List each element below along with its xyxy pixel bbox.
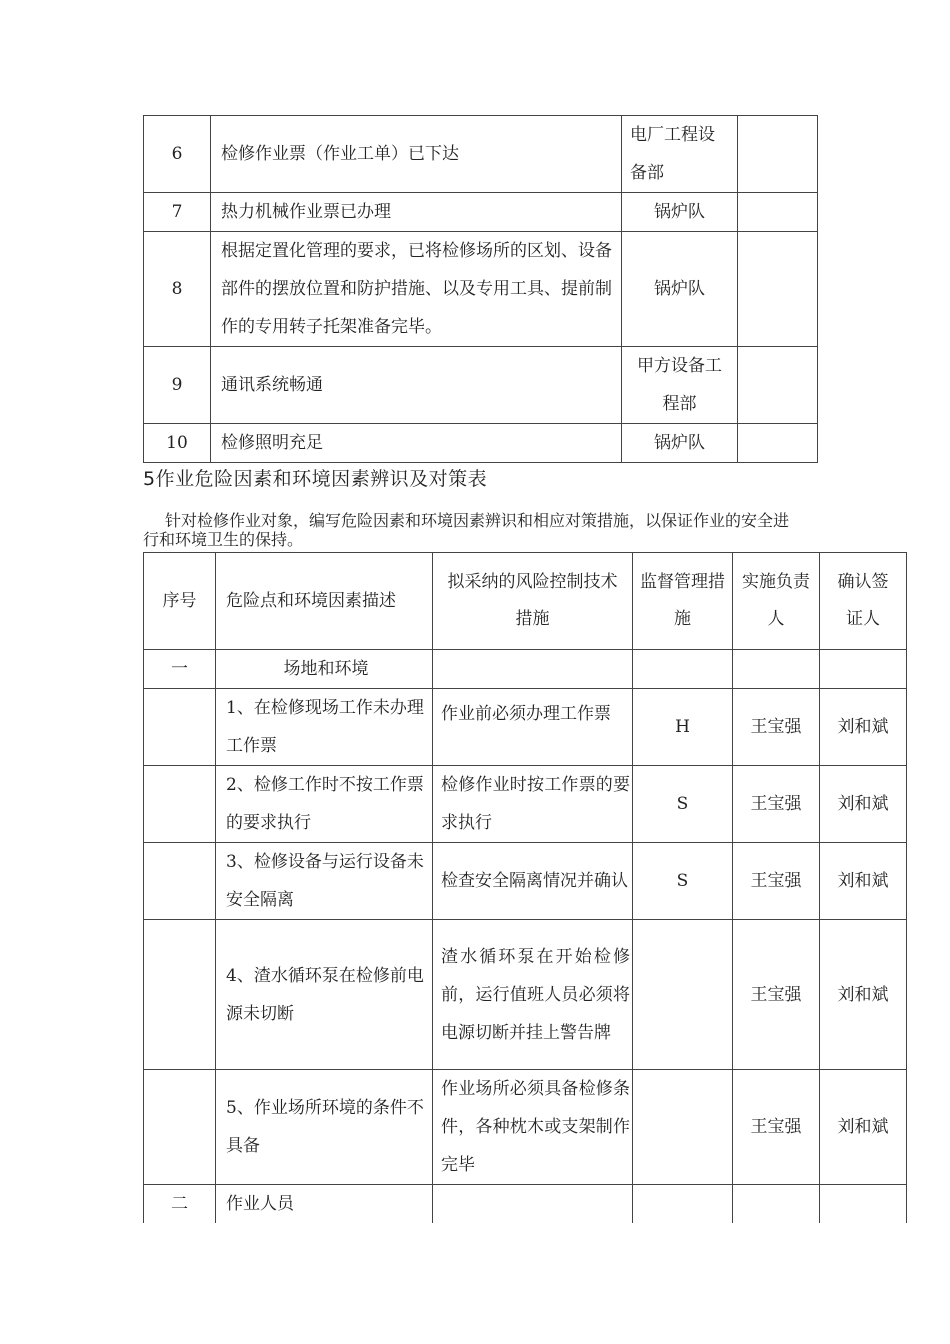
- header-row: [144, 553, 907, 650]
- check-item: 根据定置化管理的要求，已将检修场所的区划、设备部件的摆放位置和防护措施、以及专用工具、提前制作的专用转子托架准备完毕。: [211, 232, 622, 347]
- table-row: [144, 232, 818, 347]
- section-row: [144, 650, 907, 689]
- control-measure: 作业场所必须具备检修条件，各种枕木或支架制作完毕: [433, 1070, 633, 1185]
- hazard-description: 2、检修工作时不按工作票的要求执行: [216, 766, 433, 843]
- hazard-description: 3、检修设备与运行设备未安全隔离: [216, 843, 433, 920]
- table-row: [144, 116, 818, 193]
- header-cell: 确认签证人: [820, 553, 907, 650]
- responsible-person: 王宝强: [733, 843, 820, 920]
- table-row: [144, 689, 907, 766]
- section-row: [144, 1185, 907, 1224]
- header-cell: 危险点和环境因素描述: [216, 553, 433, 650]
- responsible-dept: 电厂工程设备部: [622, 116, 738, 193]
- header-cell: 序号: [144, 553, 216, 650]
- table-row: [144, 424, 818, 463]
- row-number: 7: [144, 193, 211, 232]
- control-measure: 作业前必须办理工作票: [433, 689, 633, 766]
- responsible-person: 王宝强: [733, 1070, 820, 1185]
- sign-cell: [738, 232, 818, 347]
- check-item: 检修照明充足: [211, 424, 622, 463]
- row-number: 10: [144, 424, 211, 463]
- sign-cell: [738, 347, 818, 424]
- checklist-table: [143, 115, 818, 463]
- sign-cell: [738, 424, 818, 463]
- table-row: [144, 766, 907, 843]
- section-heading: 作业人员: [216, 1185, 433, 1224]
- check-item: 通讯系统畅通: [211, 347, 622, 424]
- responsible-person: 王宝强: [733, 920, 820, 1070]
- control-measure: 检查安全隔离情况并确认: [433, 843, 633, 920]
- table-row: [144, 1070, 907, 1185]
- table-row: [144, 843, 907, 920]
- signer: 刘和斌: [820, 766, 907, 843]
- responsible-person: 王宝强: [733, 689, 820, 766]
- section-number: 一: [144, 650, 216, 689]
- header-cell: 拟采纳的风险控制技术措施: [433, 553, 633, 650]
- section-number: 二: [144, 1185, 216, 1224]
- hazard-description: 4、渣水循环泵在检修前电源未切断: [216, 920, 433, 1070]
- signer: 刘和斌: [820, 689, 907, 766]
- sign-cell: [738, 116, 818, 193]
- intro-text: 针对检修作业对象，编写危险因素和环境因素辨识和相应对策措施，以保证作业的安全进行和环境卫生的保持。: [143, 511, 790, 549]
- hazard-table: [143, 552, 907, 1223]
- supervision-code: [633, 920, 733, 1070]
- sign-cell: [738, 193, 818, 232]
- header-cell: 实施负责人: [733, 553, 820, 650]
- check-item: 热力机械作业票已办理: [211, 193, 622, 232]
- hazard-description: 5、作业场所环境的条件不具备: [216, 1070, 433, 1185]
- table-row: [144, 193, 818, 232]
- table-row: [144, 347, 818, 424]
- supervision-code: S: [633, 843, 733, 920]
- control-measure: 渣水循环泵在开始检修前，运行值班人员必须将电源切断并挂上警告牌: [433, 920, 633, 1070]
- header-cell: 监督管理措施: [633, 553, 733, 650]
- signer: 刘和斌: [820, 920, 907, 1070]
- signer: 刘和斌: [820, 843, 907, 920]
- responsible-dept: 锅炉队: [622, 424, 738, 463]
- supervision-code: [633, 1070, 733, 1185]
- table-row: [144, 920, 907, 1070]
- signer: 刘和斌: [820, 1070, 907, 1185]
- responsible-dept: 甲方设备工程部: [622, 347, 738, 424]
- responsible-dept: 锅炉队: [622, 193, 738, 232]
- responsible-dept: 锅炉队: [622, 232, 738, 347]
- hazard-description: 1、在检修现场工作未办理工作票: [216, 689, 433, 766]
- intro-paragraph: [143, 511, 793, 549]
- row-number: 9: [144, 347, 211, 424]
- section-heading: 场地和环境: [216, 650, 433, 689]
- check-item: 检修作业票（作业工单）已下达: [211, 116, 622, 193]
- supervision-code: S: [633, 766, 733, 843]
- control-measure: 检修作业时按工作票的要求执行: [433, 766, 633, 843]
- supervision-code: H: [633, 689, 733, 766]
- responsible-person: 王宝强: [733, 766, 820, 843]
- section-title: 5作业危险因素和环境因素辨识及对策表: [143, 468, 488, 490]
- row-number: 8: [144, 232, 211, 347]
- row-number: 6: [144, 116, 211, 193]
